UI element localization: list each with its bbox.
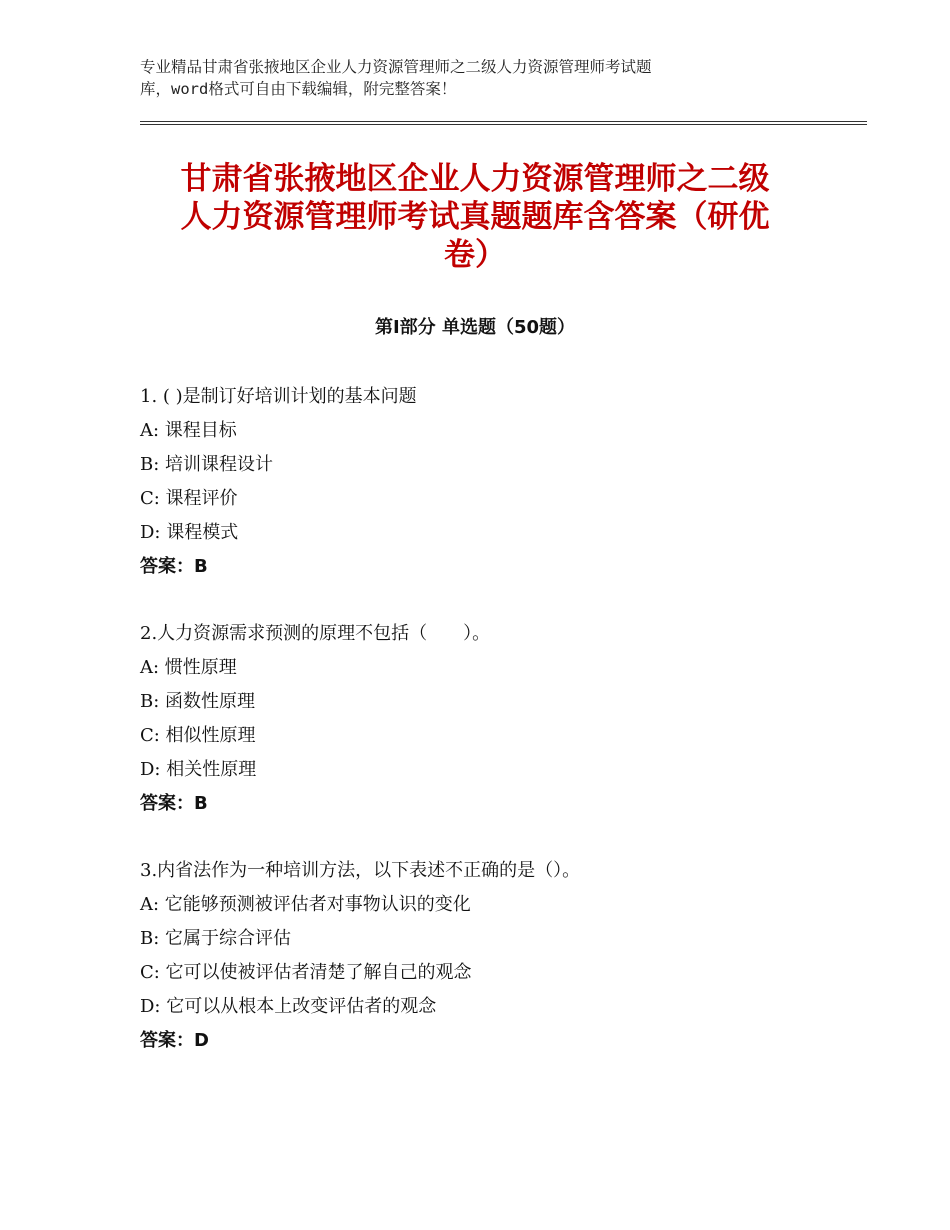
- option-d: D: 相关性原理: [140, 759, 257, 780]
- question-item: [140, 854, 840, 1058]
- header-divider: [140, 121, 867, 125]
- document-title-line-2: 人力资源管理师考试真题题库含答案（研优: [180, 199, 770, 235]
- header-note-line-2: 库，word格式可自由下载编辑，附完整答案！: [140, 80, 457, 98]
- answer-label: 答案：D: [140, 1030, 209, 1051]
- question-item: [140, 380, 840, 584]
- option-c: C: 课程评价: [140, 488, 238, 509]
- option-c: C: 它可以使被评估者清楚了解自己的观念: [140, 962, 472, 983]
- answer-label: 答案：B: [140, 556, 208, 577]
- option-c: C: 相似性原理: [140, 725, 256, 746]
- option-a: A: 它能够预测被评估者对事物认识的变化: [140, 894, 471, 915]
- option-d: D: 课程模式: [140, 522, 239, 543]
- option-a: A: 惯性原理: [140, 657, 237, 678]
- option-b: B: 培训课程设计: [140, 454, 274, 475]
- document-title: [140, 160, 810, 274]
- document-header-note: [140, 56, 830, 100]
- section-heading: 第Ⅰ部分 单选题（50题）: [374, 317, 575, 338]
- header-note-line-1: 专业精品甘肃省张掖地区企业人力资源管理师之二级人力资源管理师考试题: [140, 58, 652, 76]
- option-b: B: 它属于综合评估: [140, 928, 292, 949]
- answer-label: 答案：B: [140, 793, 208, 814]
- question-list: [140, 380, 840, 1091]
- option-a: A: 课程目标: [140, 420, 237, 441]
- question-item: [140, 617, 840, 821]
- question-stem: 1. ( )是制订好培训计划的基本问题: [140, 386, 417, 407]
- question-stem: 2.人力资源需求预测的原理不包括（ ）。: [140, 623, 491, 644]
- document-title-line-1: 甘肃省张掖地区企业人力资源管理师之二级: [180, 161, 770, 197]
- option-d: D: 它可以从根本上改变评估者的观念: [140, 996, 437, 1017]
- question-stem: 3.内省法作为一种培训方法，以下表述不正确的是（）。: [140, 860, 581, 881]
- option-b: B: 函数性原理: [140, 691, 256, 712]
- document-title-line-3: 卷）: [444, 237, 506, 273]
